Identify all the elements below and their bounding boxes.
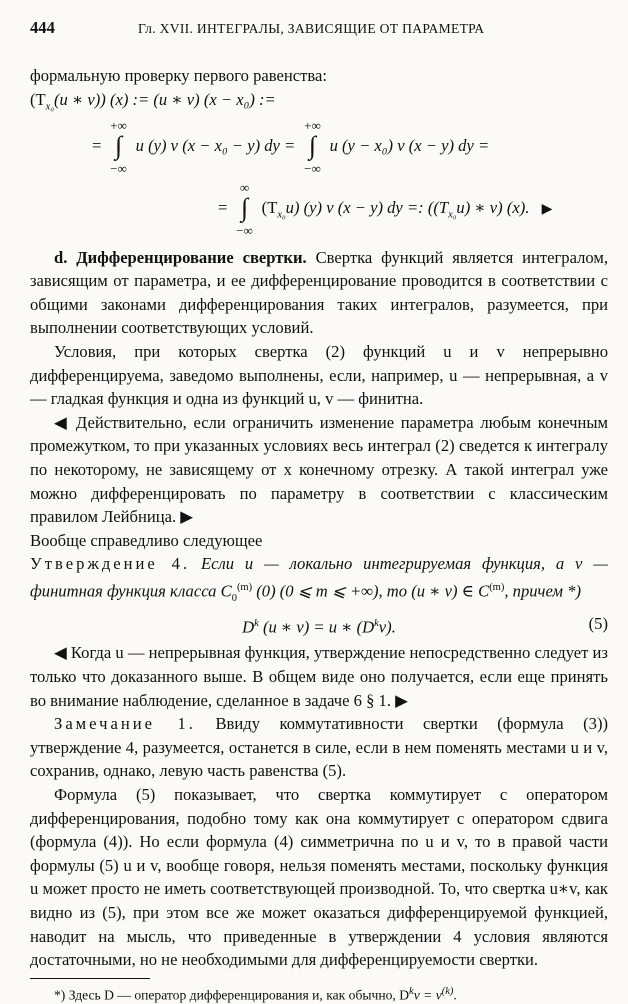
paragraph-conditions: Условия, при которых свертка (2) функций u и v непрерывно дифференцируема, заведомо выполнены, если, например, u — непрерывная, а v — гладкая функция и одна из функций u, v — финитна. bbox=[30, 341, 608, 409]
page-number: 444 bbox=[30, 18, 55, 37]
remark-1: Замечание 1. Ввиду коммутативности свертки (формула (3)) утверждение 4, разумеется, останется в силе, если в нем поменять местами u и v, сохранив, однако, левую часть равенства (5). bbox=[30, 714, 609, 781]
paragraph-proof-2: ◀ Когда u — непрерывная функция, утверждение непосредственно следует из только что доказанного выше. В общем виде оно получается, если еще принять во внимание наблюдение, сделанное в задаче 6 § 1. ▶ bbox=[30, 643, 608, 710]
statement-4: Утверждение 4. Если u — локально интегрируемая функция, а v — финитная функция класса $C_0^{(m)}$ (0) (0 ⩽ m ⩽ +∞), то (u ∗ v) ∈ $C^{(m)}$, причем *) bbox=[30, 554, 608, 604]
paragraph-general: Вообще справедливо следующее bbox=[30, 530, 263, 550]
page-body bbox=[30, 64, 608, 1004]
running-title: Гл. XVII. ИНТЕГРАЛЫ, ЗАВИСЯЩИЕ ОТ ПАРАМЕТРА bbox=[138, 21, 485, 36]
page-header bbox=[30, 16, 608, 40]
section-d-paragraph: d. Дифференцирование свертки. Свертка функций является интегралом, зависящим от параметра, и ее дифференцирование проводится в соответствии с общими законами дифференцирования таких интегралов, разумеется, при выполнении соответствующих условий. bbox=[30, 247, 608, 338]
paragraph-commutes: Формула (5) показывает, что свертка коммутирует с оператором дифференцирования, подобно тому как она коммутирует с оператором сдвига (формула (4)). Но если формула (4) симметрична по u и v, то в правой части формулы (5) u и v, вообще говоря, нельзя поменять местами, поскольку функция u может просто не иметь соответствующей производной. То, что свертка u∗v, как видно из (5), при этом все же может оказаться дифференцируемой функцией, наводит на мысль, что приведенные в утверждении 4 условия являются достаточными, но не необходимыми для дифференцируемости свертки. bbox=[30, 785, 608, 970]
statement-label: Утверждение 4. bbox=[30, 554, 191, 574]
proof-end-mark: ▶ bbox=[541, 201, 553, 217]
equation-line-1: ($T_{x_0}(u$ ∗ v)) (x) := (u ∗ v) (x − x₀) := bbox=[30, 89, 276, 112]
section-d-title: d. Дифференцирование свертки. bbox=[54, 247, 307, 267]
equation-line-2: = +∞ ∫ −∞ u (y) v (x − x₀ − y) dy = +∞ ∫ −∞ u (y − x₀) v (x − y) dy = bbox=[92, 117, 490, 176]
book-page bbox=[30, 0, 609, 1003]
integral-sign: +∞ ∫ −∞ bbox=[110, 117, 127, 176]
equation-block-1 bbox=[30, 88, 608, 238]
equation-5: $D^k$ (u ∗ v) = u ∗ $(D^kv)$. (5) bbox=[242, 614, 608, 637]
intro-line: формальную проверку первого равенства: bbox=[30, 66, 327, 85]
footnote-rule bbox=[30, 978, 150, 979]
integral-sign: +∞ ∫ −∞ bbox=[304, 117, 321, 176]
remark-label: Замечание 1. bbox=[54, 714, 196, 734]
paragraph-proof: ◀ Действительно, если ограничить изменение параметра любым конечным промежутком, то при указанных условиях весь интеграл (2) сведется к интегралу по некоторому, не зависящему от x конечному отрезку. А такой интеграл уже можно дифференцировать по параметру в соответствии с классическим правилом Лейбница. ▶ bbox=[30, 412, 608, 527]
footnote: *) Здесь D — оператор дифференцирования и, как обычно, $D^kv = v^{(k)}$. bbox=[54, 985, 457, 1003]
equation-number: (5) bbox=[588, 614, 608, 634]
integral-sign: ∞ ∫ −∞ bbox=[236, 179, 253, 238]
equation-line-3: = ∞ ∫ −∞ $(T_{x_0}u)$ (y) v (x − y) dy =: ($(T_{x_0}u)$ ∗ v) (x). ▶ bbox=[218, 179, 553, 238]
